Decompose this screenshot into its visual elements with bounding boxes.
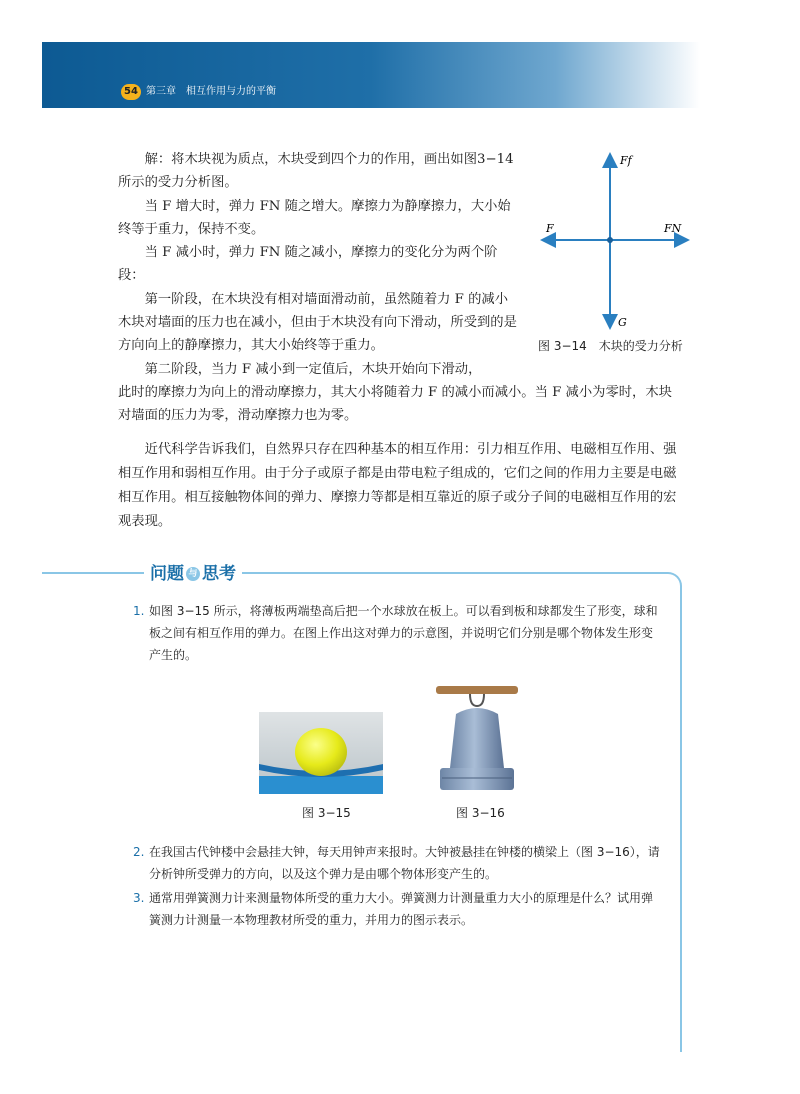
page-number: 54 — [121, 84, 141, 100]
box-title-part: 问题 — [150, 564, 184, 584]
question-text: 在我国古代钟楼中会悬挂大钟，每天用钟声来报时。大钟被悬挂在钟楼的横梁上（图 3−16），请分析钟所受弹力的方向，以及这个弹力是由哪个物体形变产生的。 — [149, 845, 660, 881]
question-text: 如图 3−15 所示，将薄板两端垫高后把一个水球放在板上。可以看到板和球都发生了形变，球和板之间有相互作用的弹力。在图上作出这对弹力的示意图，并说明它们分别是哪个物体发生形变产生的。 — [149, 604, 658, 662]
photo-hanging-bell — [430, 684, 524, 794]
question-item — [133, 600, 663, 666]
mass-point — [607, 237, 613, 243]
solution-paragraph: 第二阶段，当力 F 减小到一定值后，木块开始向下滑动， — [144, 361, 482, 377]
label-fn: FN — [664, 222, 682, 235]
label-f: F — [546, 222, 554, 235]
question-item — [133, 841, 663, 885]
box-title-part: 思考 — [202, 564, 236, 584]
question-text: 通常用弹簧测力计来测量物体所受的重力大小。弹簧测力计测量重力大小的原理是什么？试用弹簧测力计测量一本物理教材所受的重力，并用力的图示表示。 — [149, 891, 654, 927]
figure-caption: 图 3−14 木块的受力分析 — [538, 339, 683, 353]
chapter-number: 第三章 — [146, 86, 176, 97]
question-number: 2. — [133, 845, 145, 859]
question-number: 3. — [133, 891, 145, 905]
photo-ball-on-board — [259, 712, 383, 794]
divider — [42, 572, 118, 574]
force-diagram — [540, 150, 690, 330]
header-band — [42, 42, 700, 108]
solution-paragraph: 此时的摩擦力为向上的滑动摩擦力，其大小将随着力 F 的减小而减小。当 F 减小为零时，木块对墙面的压力为零，滑动摩擦力也为零。 — [118, 384, 672, 424]
solution-paragraph: 当 F 减小时，弹力 FN 随之减小，摩擦力的变化分为两个阶段： — [118, 245, 498, 284]
question-number: 1. — [133, 604, 145, 618]
chapter-heading — [146, 84, 286, 100]
label-g: G — [618, 316, 627, 329]
box-title — [144, 559, 242, 584]
solution-paragraph: 当 F 增大时，弹力 FN 随之增大。摩擦力为静摩擦力，大小始终等于重力，保持不变。 — [118, 198, 511, 237]
question-item — [133, 887, 663, 931]
figure-caption: 图 3−15 — [302, 806, 351, 820]
figure-caption: 图 3−16 — [456, 806, 505, 820]
box-title-connector: 与 — [186, 567, 200, 581]
solution-paragraph: 解：将木块视为质点，木块受到四个力的作用，画出如图3−14 所示的受力分析图。 — [118, 152, 514, 191]
body-paragraph: 近代科学告诉我们，自然界只存在四种基本的相互作用：引力相互作用、电磁相互作用、强相互作用和弱相互作用。由于分子或原子都是由带电粒子组成的，它们之间的作用力主要是电磁相互作用。相互接触物体间的弹力、摩擦力等都是相互靠近的原子或分子间的电磁相互作用的宏观表现。 — [118, 442, 677, 529]
chapter-title: 相互作用与力的平衡 — [186, 86, 276, 97]
solution-paragraph: 第一阶段，在木块没有相对墙面滑动前，虽然随着力 F 的减小木块对墙面的压力也在减小，但由于木块没有向下滑动，所受到的是方向向上的静摩擦力，其大小始终等于重力。 — [118, 291, 517, 354]
label-ff: Ff — [620, 154, 632, 167]
